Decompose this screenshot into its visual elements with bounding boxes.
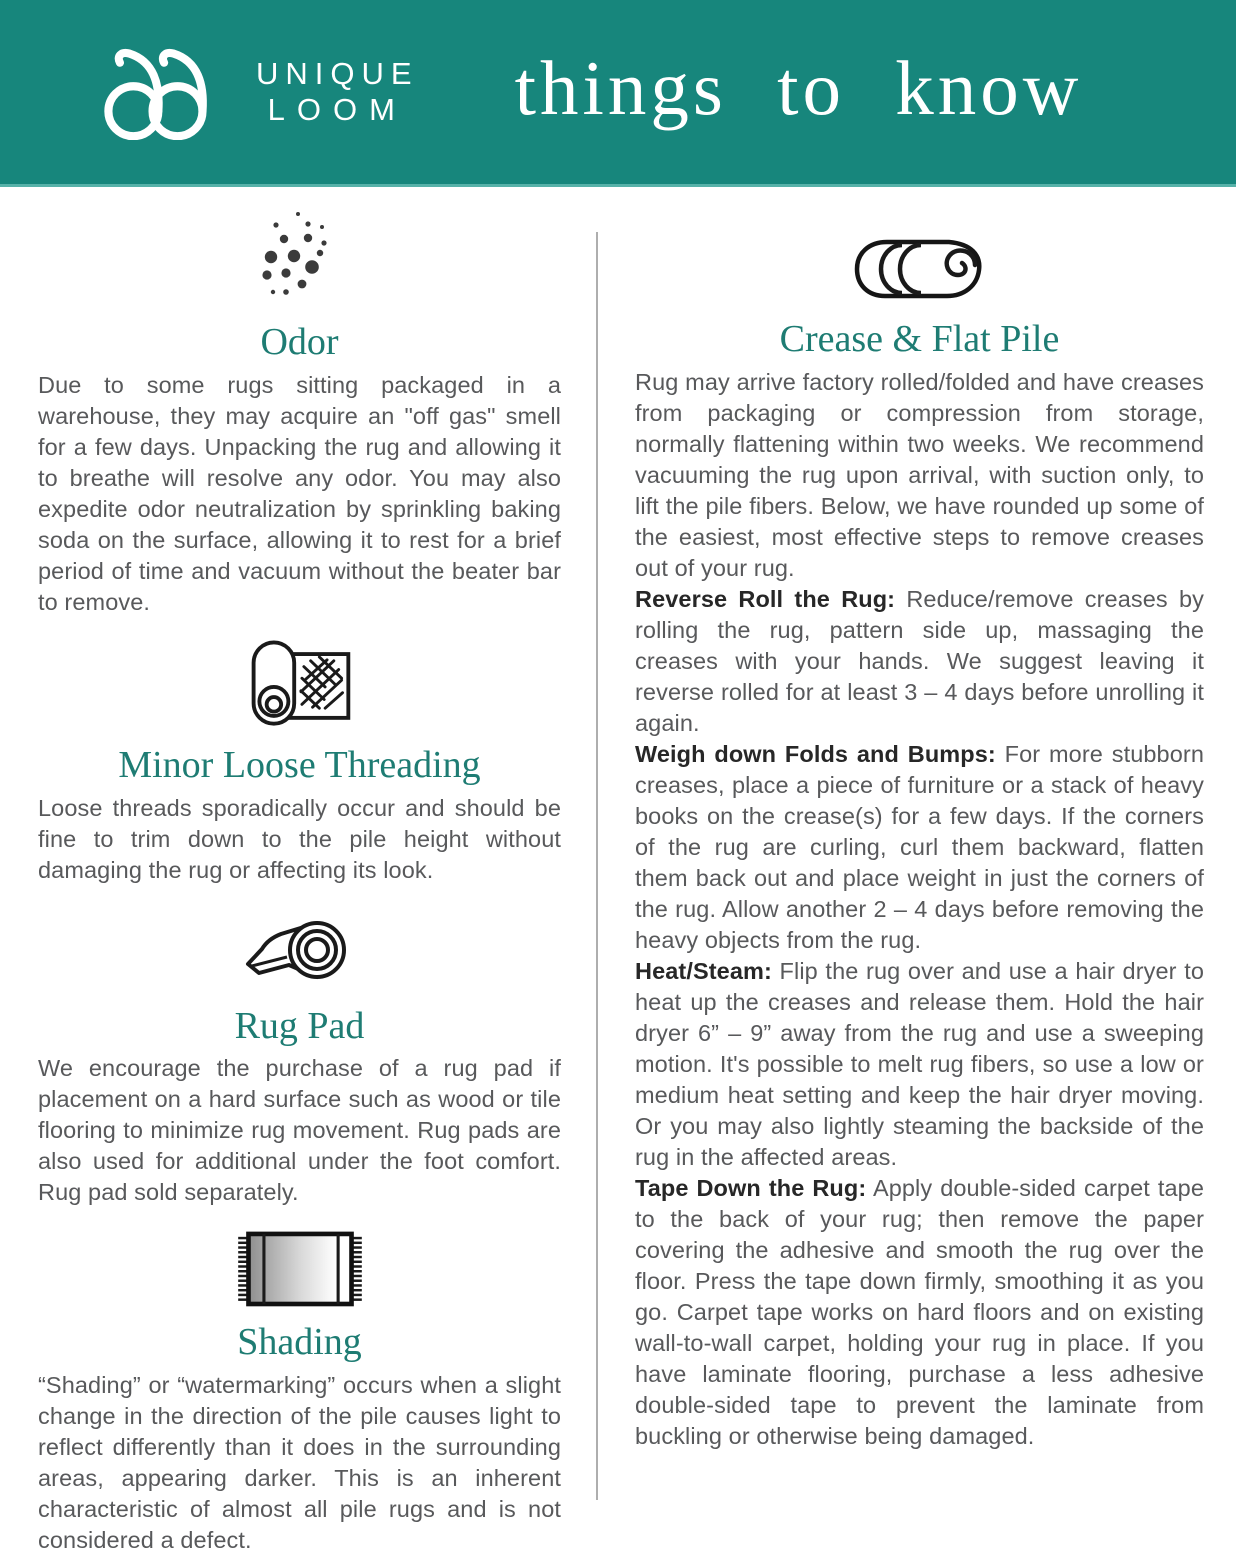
- tip-heat-steam: [635, 956, 1204, 1173]
- tip-reverse-roll: [635, 584, 1204, 739]
- brand-lockup: [92, 44, 419, 140]
- section-heading-odor: Odor: [260, 321, 339, 363]
- tip-heat-steam-label: Heat/Steam:: [635, 957, 772, 984]
- tip-weigh-down-body: For more stubborn creases, place a piece of furniture or a stack of heavy books on the crease(s) for a few days. If the corners of the rug are curling, curl them backward, flatten them back out and place weight in just the corners of the rug. Allow another 2 – 4 days before removing the heavy objects from the rug.: [635, 740, 1204, 953]
- section-body-rug-pad: We encourage the purchase of a rug pad if placement on a hard surface such as wood or tile flooring to minimize rug movement. Rug pads are also used for additional under the foot comfort. Rug pad sold separately.: [38, 1055, 561, 1206]
- section-body-shading: “Shading” or “watermarking” occurs when a slight change in the direction of the pile causes light to reflect differently than it does in the surrounding areas, appearing darker. This is an inherent characteristic of almost all pile rugs and is not considered a defect.: [38, 1372, 561, 1554]
- tip-weigh-down-label: Weigh down Folds and Bumps:: [635, 740, 996, 767]
- rolled-rug-side-icon: [635, 235, 1204, 303]
- section-shading: [38, 1228, 561, 1556]
- rug-pad-roll-icon: [38, 908, 561, 996]
- page-title: things to know: [514, 44, 1083, 131]
- tip-tape-down-body: Apply double-sided carpet tape to the back of your rug; then remove the paper covering the adhesive and smooth the rug over the floor. Press the tape down firmly, smoothing it as you go. Carpet tape works on hard floors and on existing wall-to-wall carpet, holding your rug in place. If you have laminate flooring, purchase a less adhesive double-sided tape to prevent the laminate from buckling or otherwise being damaged.: [635, 1174, 1204, 1449]
- column-divider: [596, 232, 598, 1500]
- crease-intro-paragraph: Rug may arrive factory rolled/folded and have creases from packaging or compression from storage, normally flattening within two weeks. We recommend vacuuming the rug upon arrival, with suction only, to lift the pile fibers. Below, we have rounded up some of the easiest, most effective steps to remove creases out of your rug.: [635, 368, 1204, 581]
- unique-loom-logo-icon: [92, 44, 240, 140]
- section-odor: [38, 208, 561, 618]
- section-rug-pad: [38, 908, 561, 1209]
- content-area: [0, 187, 1236, 1556]
- shaded-rug-icon: [38, 1228, 561, 1312]
- brand-line-loom: LOOM: [267, 92, 407, 127]
- tip-reverse-roll-body: Reduce/remove creases by rolling the rug, pattern side up, massaging the creases with your hands. We suggest leaving it reverse rolled for at least 3 – 4 days before unrolling it again.: [635, 585, 1204, 736]
- tip-weigh-down: [635, 739, 1204, 956]
- odor-particles-icon: [38, 208, 561, 312]
- tip-tape-down: [635, 1173, 1204, 1452]
- page-header: [0, 0, 1236, 187]
- section-body-minor-loose-threading: Loose threads sporadically occur and should be fine to trim down to the pile height without damaging the rug or affecting its look.: [38, 794, 561, 883]
- right-column: [597, 187, 1236, 1556]
- tip-heat-steam-body: Flip the rug over and use a hair dryer to heat up the creases and release them. Hold the hair dryer 6” – 9” away from the rug and use a sweeping motion. It's possible to melt rug fibers, so use a low or medium heat setting and keep the hair dryer moving. Or you may also lightly steaming the backside of the rug in the affected areas.: [635, 957, 1204, 1170]
- rolled-rug-corner-icon: [38, 635, 561, 735]
- section-heading-minor-loose-threading: Minor Loose Threading: [118, 743, 481, 786]
- brand-name: [256, 56, 419, 127]
- section-heading-crease-flat-pile: Crease & Flat Pile: [779, 318, 1060, 360]
- tip-tape-down-label: Tape Down the Rug:: [635, 1174, 867, 1201]
- section-heading-rug-pad: Rug Pad: [234, 1004, 365, 1047]
- section-body-odor: Due to some rugs sitting packaged in a warehouse, they may acquire an "off gas" smell for a few days. Unpacking the rug and allowing it to breathe will resolve any odor. You may also expedite odor neutralization by sprinkling baking soda on the surface, allowing it to rest for a brief period of time and vacuum without the beater bar to remove.: [38, 371, 561, 615]
- section-minor-loose-threading: [38, 635, 561, 886]
- brand-line-unique: UNIQUE: [256, 56, 419, 92]
- section-heading-shading: Shading: [237, 1321, 362, 1364]
- tip-reverse-roll-label: Reverse Roll the Rug:: [635, 585, 896, 612]
- left-column: [0, 187, 597, 1556]
